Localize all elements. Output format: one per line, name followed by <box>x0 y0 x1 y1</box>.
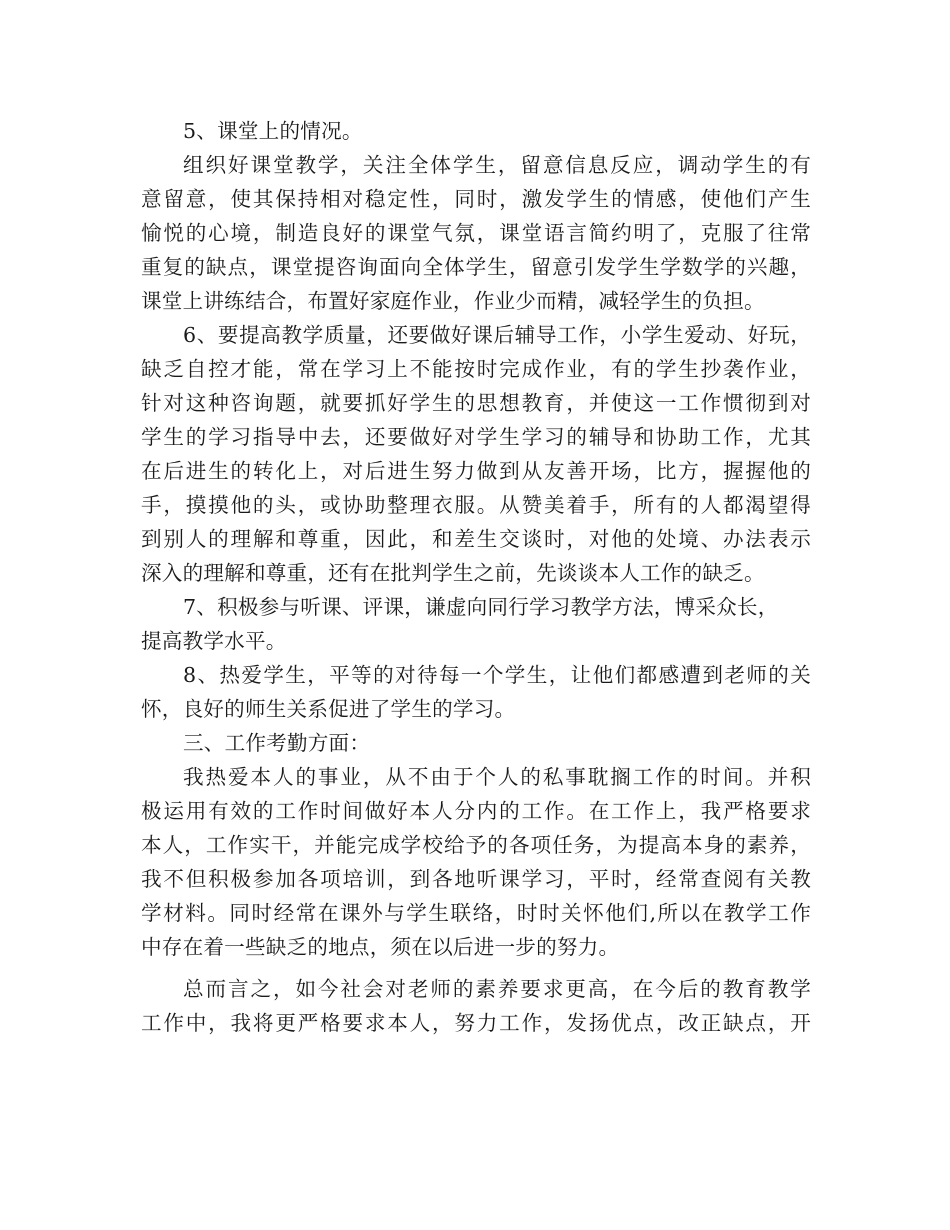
paragraph-line: 意留意，使其保持相对稳定性，同时，激发学生的情感，使他们产生 <box>141 187 811 211</box>
paragraph-line: 组织好课堂教学，关注全体学生，留意信息反应，调动学生的有 <box>183 153 811 177</box>
section-heading: 5、课堂上的情况。 <box>183 119 363 143</box>
paragraph-line: 愉悦的心境，制造良好的课堂气氛，课堂语言简约明了，克服了往常 <box>141 221 811 245</box>
paragraph-line: 学生的学习指导中去，还要做好对学生学习的辅导和协助工作，尤其 <box>141 425 811 449</box>
paragraph-line: 极运用有效的工作时间做好本人分内的工作。在工作上，我严格要求 <box>141 799 811 823</box>
paragraph-line: 针对这种咨询题，就要抓好学生的思想教育，并使这一工作惯彻到对 <box>141 391 811 415</box>
paragraph-line: 缺乏自控才能，常在学习上不能按时完成作业，有的学生抄袭作业， <box>141 357 811 381</box>
paragraph-line: 提高教学水平。 <box>141 629 287 653</box>
paragraph-line: 中存在着一些缺乏的地点，须在以后进一步的努力。 <box>141 935 620 959</box>
paragraph-line: 本人，工作实干，并能完成学校给予的各项任务，为提高本身的素养， <box>141 833 811 857</box>
section-heading: 三、工作考勤方面： <box>183 731 371 755</box>
paragraph-line: 怀，良好的师生关系促进了学生的学习。 <box>141 697 516 721</box>
paragraph-line: 我热爱本人的事业，从不由于个人的私事耽搁工作的时间。并积 <box>183 765 811 789</box>
paragraph-line: 我不但积极参加各项培训，到各地听课学习，平时，经常查阅有关教 <box>141 867 811 891</box>
paragraph-line: 7、积极参与听课、评课，谦虚向同行学习教学方法，博采众长， <box>183 595 779 619</box>
paragraph-line: 深入的理解和尊重，还有在批判学生之前，先谈谈本人工作的缺乏。 <box>141 561 765 585</box>
paragraph-line: 学材料。同时经常在课外与学生联络，时时关怀他们,所以在教学工作 <box>141 901 811 925</box>
paragraph-line: 到别人的理解和尊重，因此，和差生交谈时，对他的处境、办法表示 <box>141 527 811 551</box>
paragraph-line: 6、要提高教学质量，还要做好课后辅导工作，小学生爱动、好玩， <box>183 323 811 347</box>
paragraph-line: 在后进生的转化上，对后进生努力做到从友善开场，比方，握握他的 <box>141 459 811 483</box>
paragraph-line: 课堂上讲练结合，布置好家庭作业，作业少而精，减轻学生的负担。 <box>141 289 765 313</box>
paragraph-line: 总而言之，如今社会对老师的素养要求更高，在今后的教育教学 <box>183 977 811 1001</box>
paragraph-line: 工作中，我将更严格要求本人，努力工作，发扬优点，改正缺点，开 <box>141 1011 811 1035</box>
paragraph-line: 重复的缺点，课堂提咨询面向全体学生，留意引发学生学数学的兴趣， <box>141 255 811 279</box>
paragraph-line: 手，摸摸他的头，或协助整理衣服。从赞美着手，所有的人都渴望得 <box>141 493 811 517</box>
paragraph-line: 8、热爱学生，平等的对待每一个学生，让他们都感遭到老师的关 <box>183 663 811 687</box>
